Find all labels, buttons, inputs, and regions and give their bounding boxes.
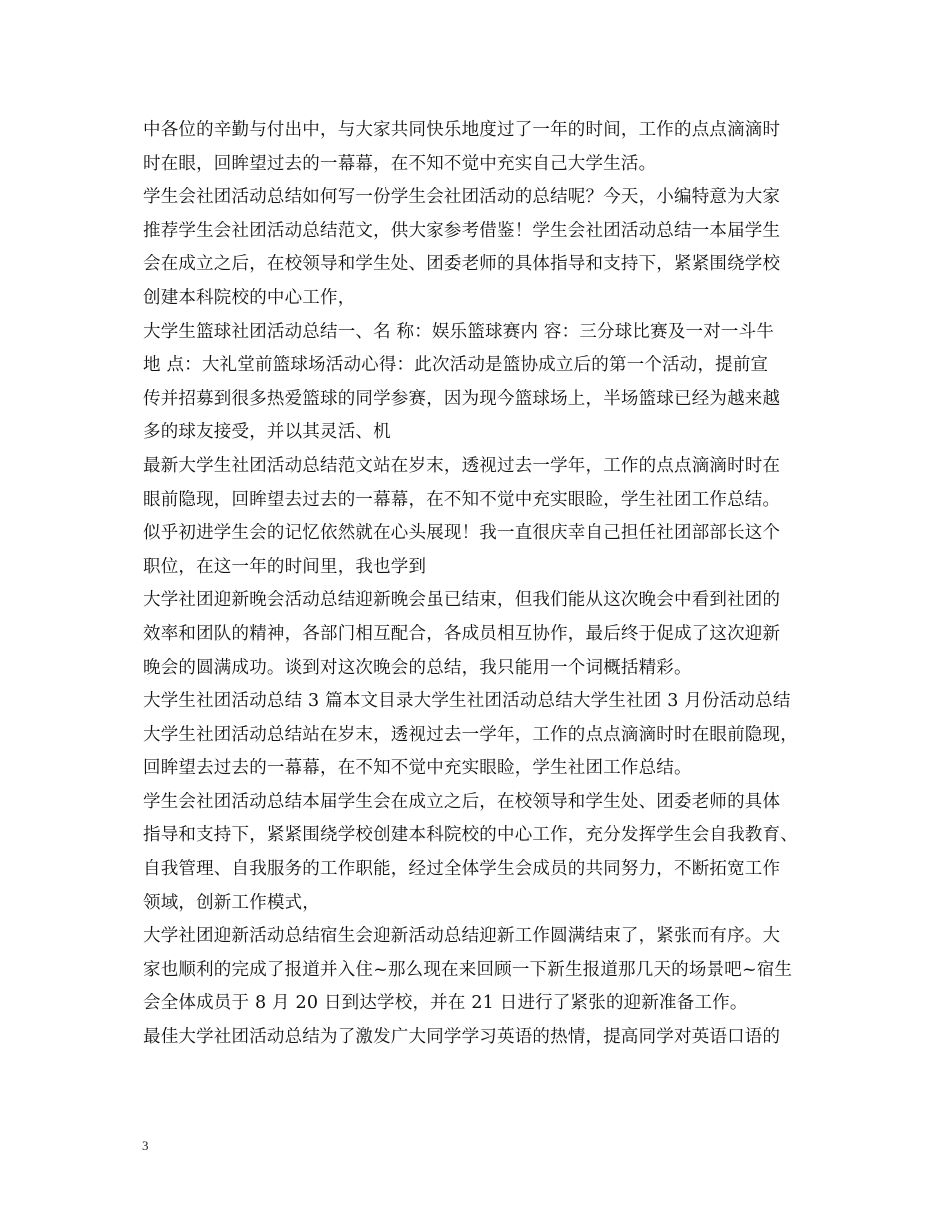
text-line: 会全体成员于 8 月 20 日到达学校，并在 21 日进行了紧张的迎新准备工作。 (143, 993, 748, 1014)
text-line: 指导和支持下，紧紧围绕学校创建本科院校的中心工作，充分发挥学生会自我教育、 (143, 825, 798, 846)
text-line: 最佳大学社团活动总结为了激发广大同学学习英语的热情，提高同学对英语口语的 (143, 1027, 781, 1048)
text-line: 地 点：大礼堂前篮球场活动心得：此次活动是篮协成立后的第一个活动，提前宣 (143, 355, 769, 376)
page-number: 3 (142, 1138, 149, 1153)
text-line: 中各位的辛勤与付出中，与大家共同快乐地度过了一年的时间，工作的点点滴滴时 (143, 120, 781, 140)
text-line: 眼前隐现，回眸望去过去的一幕幕，在不知不觉中充实眼睑，学生社团工作总结。 (143, 489, 781, 510)
text-line: 晚会的圆满成功。谈到对这次晚会的总结，我只能用一个词概括精彩。 (143, 657, 692, 678)
text-line: 最新大学生社团活动总结范文站在岁末，透视过去一学年，工作的点点滴滴时时在 (143, 455, 781, 476)
text-line: 家也顺利的完成了报道并入住~那么现在来回顾一下新生报道那几天的场景吧~宿生 (143, 959, 793, 980)
text-line: 领域，创新工作模式， (143, 892, 320, 913)
text-line: 会在成立之后，在校领导和学生处、团委老师的具体指导和支持下，紧紧围绕学校 (143, 254, 781, 275)
text-line: 学生会社团活动总结如何写一份学生会社团活动的总结呢？今天，小编特意为大家 (143, 187, 781, 208)
body-text (143, 114, 815, 1055)
text-line: 效率和团队的精神，各部门相互配合，各成员相互协作，最后终于促成了这次迎新 (143, 623, 781, 644)
text-line: 大学生社团活动总结站在岁末，透视过去一学年，工作的点点滴滴时时在眼前隐现， (143, 724, 798, 745)
text-line: 创建本科院校的中心工作， (143, 287, 356, 308)
text-line: 学生会社团活动总结本届学生会在成立之后，在校领导和学生处、团委老师的具体 (143, 791, 781, 812)
text-line: 多的球友接受，并以其灵活、机 (143, 422, 391, 443)
text-line: 推荐学生会社团活动总结范文，供大家参考借鉴！学生会社团活动总结一本届学生 (143, 220, 781, 241)
text-line: 大学生篮球社团活动总结一、名 称：娱乐篮球赛内 容：三分球比赛及一对一斗牛 (143, 321, 775, 342)
text-line: 传并招募到很多热爱篮球的同学参赛，因为现今篮球场上，半场篮球已经为越来越 (143, 388, 781, 409)
text-line: 大学社团迎新晚会活动总结迎新晚会虽已结束，但我们能从这次晚会中看到社团的 (143, 590, 781, 611)
text-line: 似乎初进学生会的记忆依然就在心头展现！我一直很庆幸自己担任社团部部长这个 (143, 523, 781, 544)
text-line: 自我管理、自我服务的工作职能，经过全体学生会成员的共同努力，不断拓宽工作 (143, 859, 781, 880)
text-line: 大学生社团活动总结 3 篇本文目录大学生社团活动总结大学生社团 3 月份活动总结 (143, 691, 791, 712)
text-line: 回眸望去过去的一幕幕，在不知不觉中充实眼睑，学生社团工作总结。 (143, 758, 692, 779)
text-line: 大学社团迎新活动总结宿生会迎新活动总结迎新工作圆满结束了，紧张而有序。大 (143, 926, 781, 947)
text-line: 职位，在这一年的时间里，我也学到 (143, 556, 427, 577)
text-line: 时在眼，回眸望过去的一幕幕，在不知不觉中充实自己大学生活。 (143, 153, 657, 174)
